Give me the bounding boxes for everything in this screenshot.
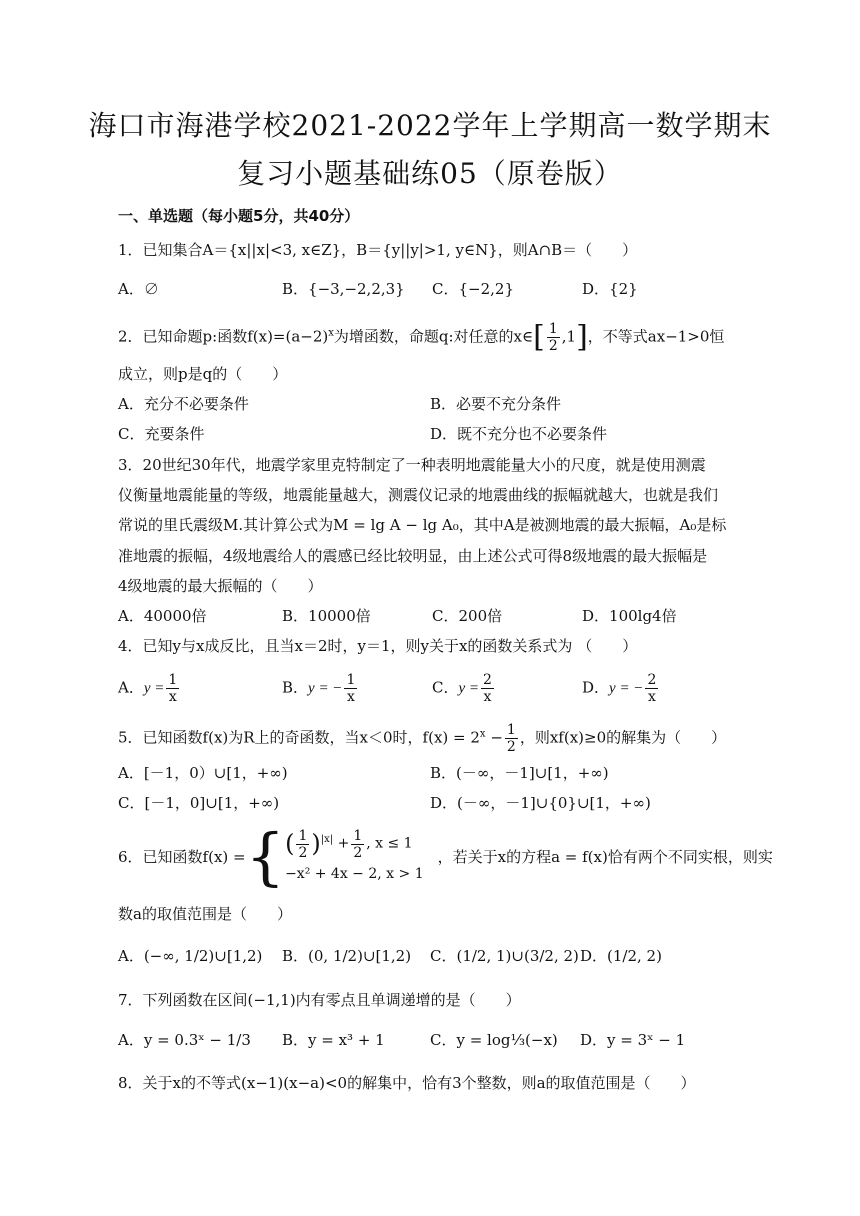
q6-option-b: B．(0, 1/2)∪[1,2) xyxy=(282,947,412,965)
q4-option-d: D．y = − $\frac{2}{x}$ xyxy=(582,672,657,705)
question-1-stem: 1．已知集合A＝{x||x|<3, x∈Z}，B＝{y||y|>1, y∈N}，则A∩B＝（ ） xyxy=(118,241,638,259)
question-3-line4: 准地震的振幅，4级地震给人的震感已经比较明显，由上述公式可得8级地震的最大振幅是 xyxy=(118,547,708,565)
q3-option-c: C．200倍 xyxy=(432,607,503,625)
q5-option-c: C．[－1，0]∪[1，+∞) xyxy=(118,794,280,812)
q5-option-a: A．[－1，0）∪[1，+∞) xyxy=(118,764,288,782)
q1-option-c: C．{−2,2} xyxy=(432,280,514,298)
question-8-stem: 8．关于x的不等式(x−1)(x−a)<0的解集中，恰有3个整数，则a的取值范围是（ ） xyxy=(118,1074,696,1092)
q7-option-c: C．y = log⅓(−x) xyxy=(430,1031,558,1049)
q5-option-d: D．(－∞，－1]∪{0}∪[1，+∞) xyxy=(430,794,651,812)
q5-option-b: B．(－∞，－1]∪[1，+∞) xyxy=(430,764,609,782)
q7-option-d: D．y = 3ˣ − 1 xyxy=(580,1031,686,1049)
question-3-line5: 4级地震的最大振幅的（ ） xyxy=(118,577,323,595)
q2-option-c: C．充要条件 xyxy=(118,425,205,443)
question-5-stem: 5．已知函数f(x)为R上的奇函数，当x＜0时，$f(x) = 2^x$ − $\frac{1}{2}$ ，则xf(x)≥0的解集为（ ） xyxy=(118,722,727,755)
q3-option-d: D．100lg4倍 xyxy=(582,607,677,625)
question-2-line2: 成立，则p是q的（ ） xyxy=(118,365,288,383)
q4-option-c: C．y = $\frac{2}{x}$ xyxy=(432,672,492,705)
question-2-stem: 2．已知命题p:函数$f(x)=(a-2)^x$为增函数，命题q:对任意的x∈[ $\frac{1}{2}$ ,1]，不等式ax−1>0恒 xyxy=(118,319,725,355)
q4-option-b: B．y = − $\frac{1}{x}$ xyxy=(282,672,356,705)
question-7-stem: 7．下列函数在区间(−1,1)内有零点且单调递增的是（ ） xyxy=(118,991,521,1009)
q2-option-b: B．必要不充分条件 xyxy=(430,395,562,413)
q1-option-b: B．{−3,−2,2,3} xyxy=(282,280,405,298)
q7-option-b: B．y = x³ + 1 xyxy=(282,1031,385,1049)
question-6-line2: 数a的取值范围是（ ） xyxy=(118,905,292,923)
piecewise-cases xyxy=(285,827,424,886)
section-heading: 一、单选题（每小题5分，共40分） xyxy=(118,207,360,225)
piecewise-case-1: ( $\frac{1}{2}$ )$^{|x|}$ + $\frac{1}{2}$ , x ≤ 1 xyxy=(285,827,413,861)
q6-option-d: D．(1/2, 2) xyxy=(580,947,662,965)
q1-option-d: D．{2} xyxy=(582,280,638,298)
q6-option-c: C．(1/2, 1)∪(3/2, 2) xyxy=(430,947,579,965)
question-3-line2: 仪衡量地震能量的等级，地震能量越大，测震仪记录的地震曲线的振幅就越大，也就是我们 xyxy=(118,486,719,504)
question-4-stem: 4．已知y与x成反比，且当x＝2时，y＝1，则y关于x的函数关系式为 （ ） xyxy=(118,637,638,655)
q2-option-a: A．充分不必要条件 xyxy=(118,395,249,413)
q1-option-a: A．∅ xyxy=(118,280,159,298)
piecewise-case-2: −x² + 4x − 2, x > 1 xyxy=(285,865,424,882)
question-6-stem: 6．已知函数f(x) = { ( $\frac{1}{2}$ )$^{|x|}$ + $\frac{1}{2}$ , x ≤ 1 −x² + 4x − 2, x > 1 ，若关于x的方程a = f(x)恰有两个不同实根，则实 xyxy=(118,820,773,893)
q3-option-a: A．40000倍 xyxy=(118,607,207,625)
q2-option-d: D．既不充分也不必要条件 xyxy=(430,425,608,443)
question-3-line1: 3．20世纪30年代，地震学家里克特制定了一种表明地震能量大小的尺度，就是使用测震 xyxy=(118,456,706,474)
q6-option-a: A．(−∞, 1/2)∪[1,2) xyxy=(118,947,263,965)
page-title-line2: 复习小题基础练05（原卷版） xyxy=(237,157,623,190)
q4-option-a: A．y = $\frac{1}{x}$ xyxy=(118,672,178,705)
q7-option-a: A．y = 0.3ˣ − 1/3 xyxy=(118,1031,251,1049)
page-title-line1: 海口市海港学校2021-2022学年上学期高一数学期末 xyxy=(88,109,772,142)
question-3-line3: 常说的里氏震级M.其计算公式为M = lg A − lg A₀，其中A是被测地震的最大振幅，A₀是标 xyxy=(118,516,727,534)
q3-option-b: B．10000倍 xyxy=(282,607,371,625)
